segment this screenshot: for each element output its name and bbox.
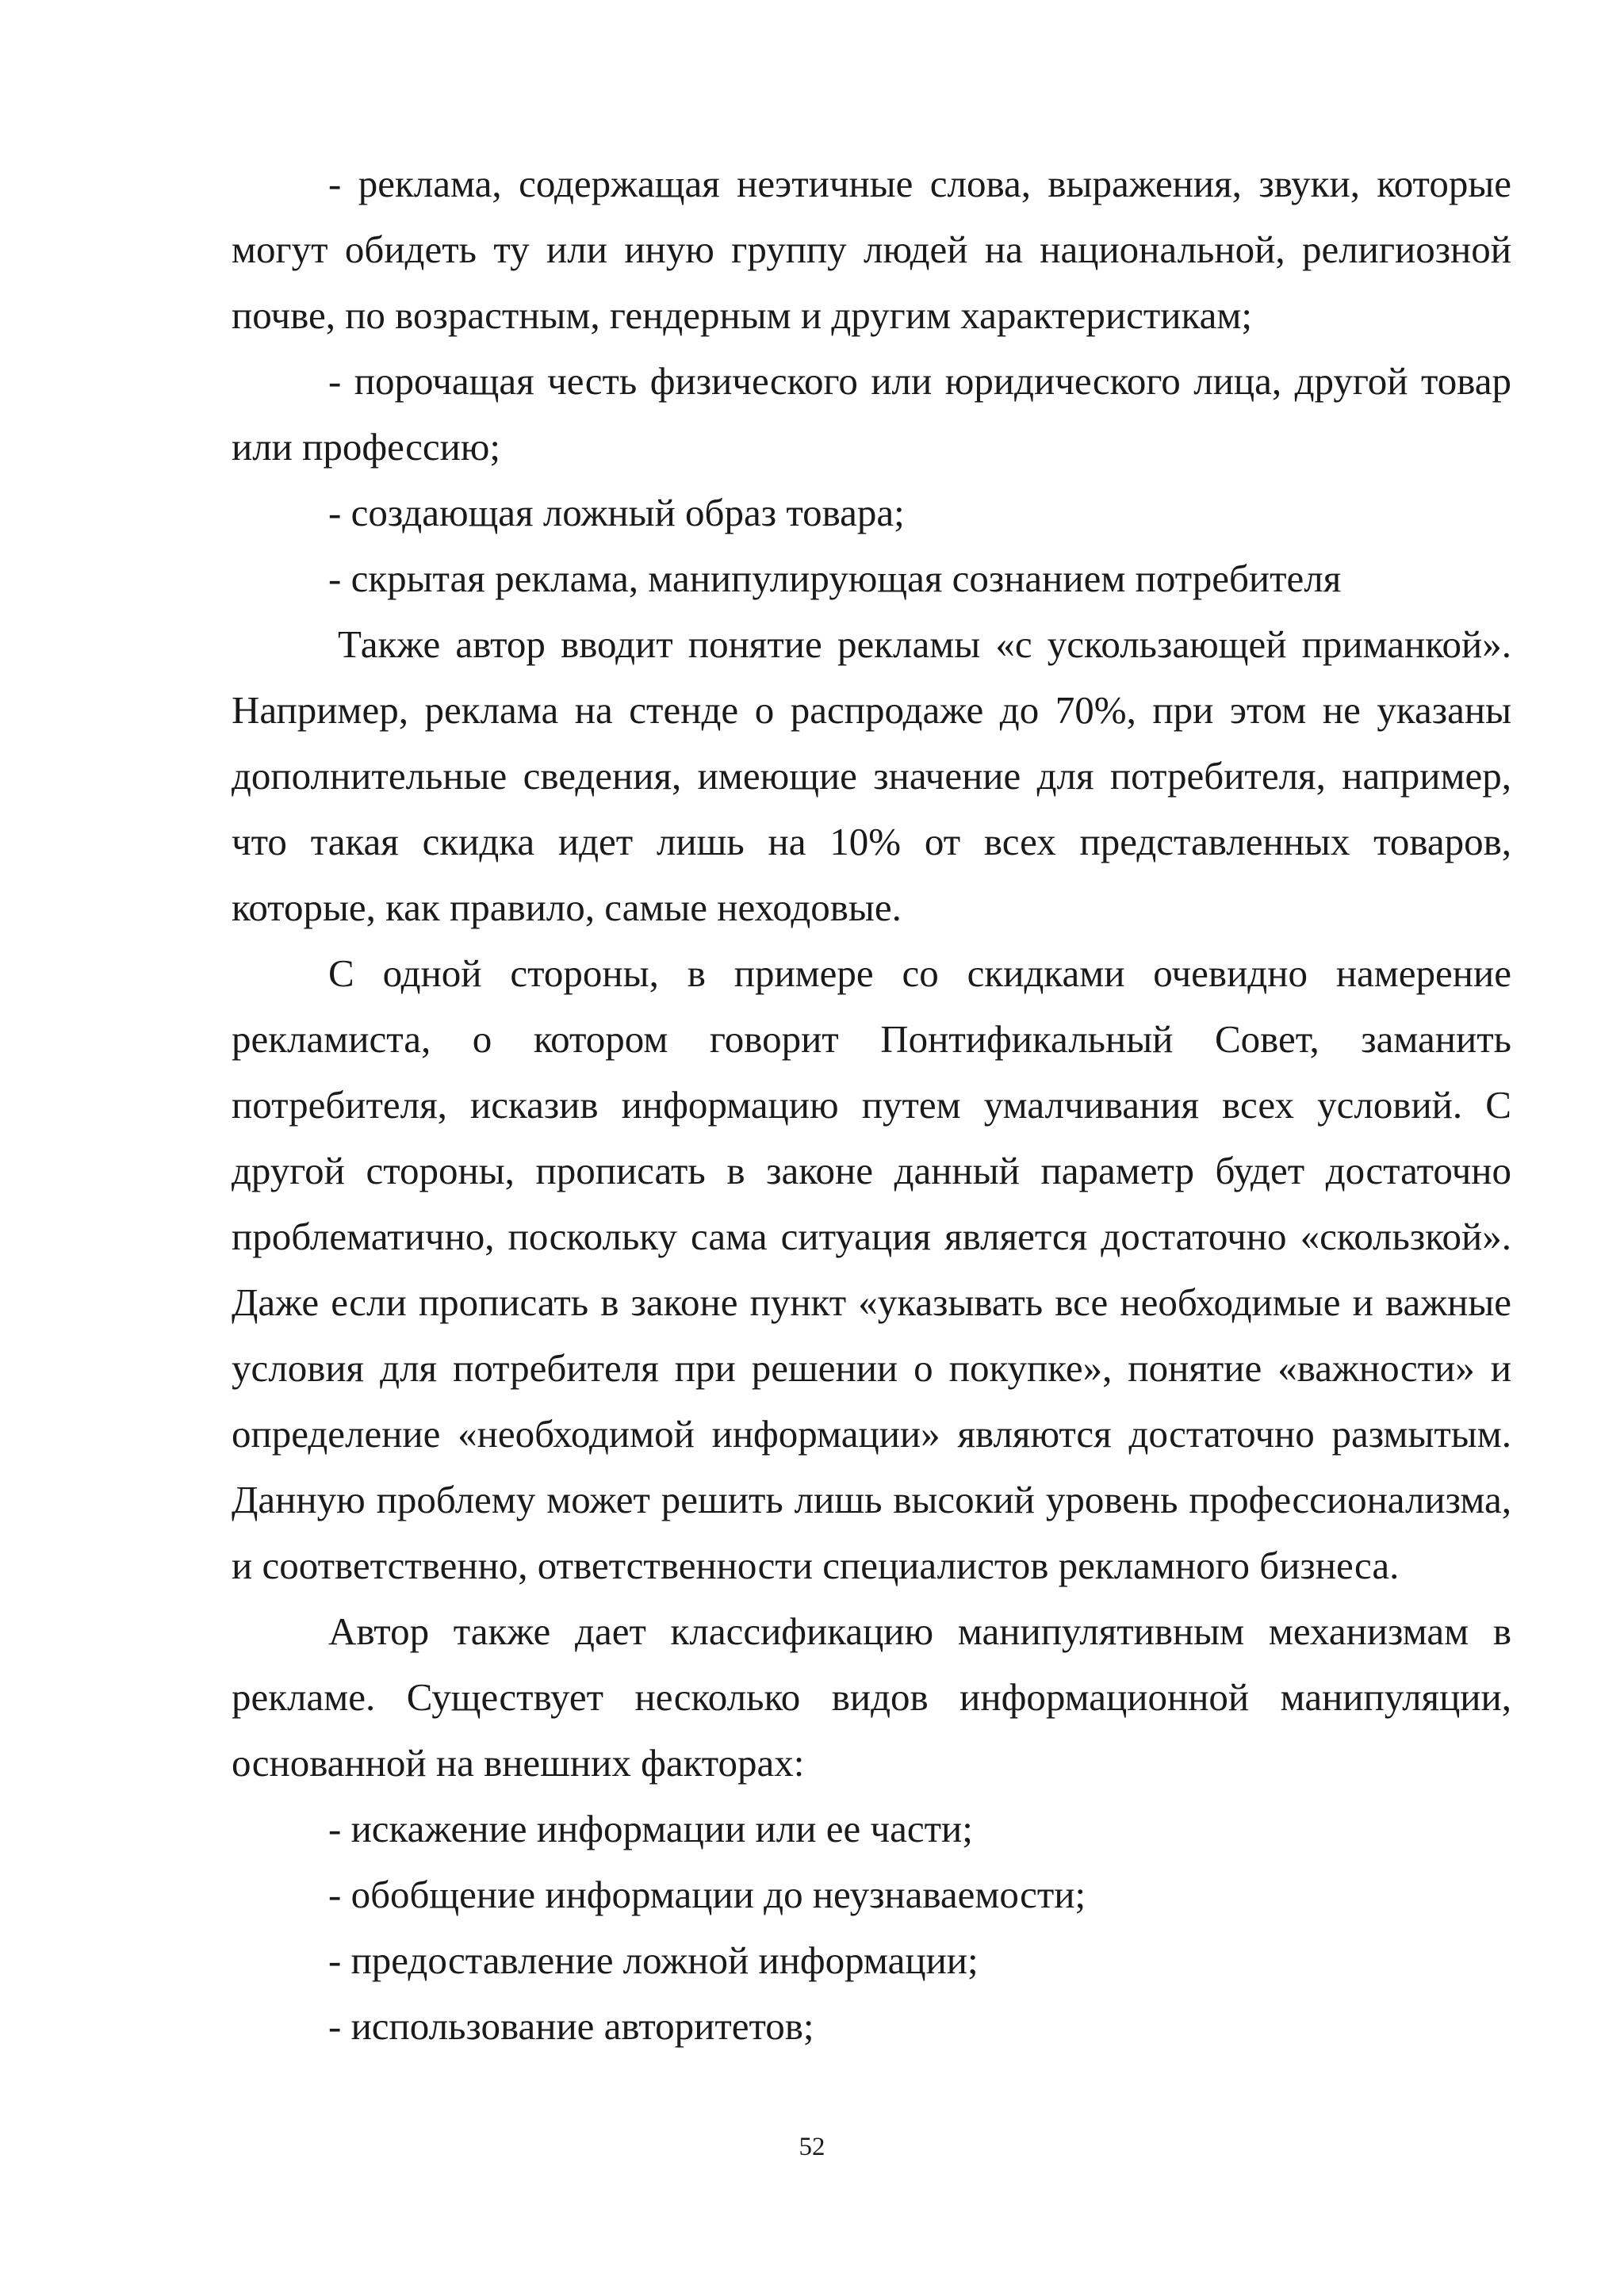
paragraph-manipulation-classification: Автор также дает классификацию манипулятивным механизмам в рекламе. Существует несколько видов информационной манипуляции, основанной на внешних факторах: xyxy=(232,1609,1511,1785)
paragraph-defaming-ads: - порочащая честь физического или юридического лица, другой товар или профессию; xyxy=(232,359,1511,469)
list-item-generalization: - обобщение информации до неузнаваемости; xyxy=(328,1873,1086,1916)
paragraph-hidden-ads: - скрытая реклама, манипулирующая сознанием потребителя xyxy=(328,557,1342,600)
document-body xyxy=(232,151,1511,2059)
paragraph-bait-advertising: Также автор вводит понятие рекламы «с ускользающей приманкой». Например, реклама на стенде о распродаже до 70%, при этом не указаны дополнительные сведения, имеющие значение для потребителя, например, что такая скидка идет лишь на 10% от всех представленных товаров, которые, как правило, самые неходовые. xyxy=(232,622,1511,929)
paragraph-unethical-ads: - реклама, содержащая неэтичные слова, выражения, звуки, которые могут обидеть ту или иную группу людей на национальной, религиозной почве, по возрастным, гендерным и другим характеристикам; xyxy=(232,162,1511,337)
paragraph-false-image: - создающая ложный образ товара; xyxy=(328,491,905,534)
page-number: 52 xyxy=(799,2133,825,2161)
list-item-authorities: - использование авторитетов; xyxy=(328,2004,814,2048)
paragraph-discount-example: С одной стороны, в примере со скидками очевидно намерение рекламиста, о котором говорит Понтификальный Совет, заманить потребителя, исказив информацию путем умалчивания всех условий. С другой стороны, прописать в законе данный параметр будет достаточно проблематично, поскольку сама ситуация является достаточно «скользкой». Даже если прописать в законе пункт «указывать все необходимые и важные условия для потребителя при решении о покупке», понятие «важности» и определение «необходимой информации» являются достаточно размытым. Данную проблему может решить лишь высокий уровень профессионализма, и соответственно, ответственности специалистов рекламного бизнеса. xyxy=(232,951,1511,1587)
list-item-false-information: - предоставление ложной информации; xyxy=(328,1938,979,1982)
list-item-distortion: - искажение информации или ее части; xyxy=(328,1807,973,1850)
